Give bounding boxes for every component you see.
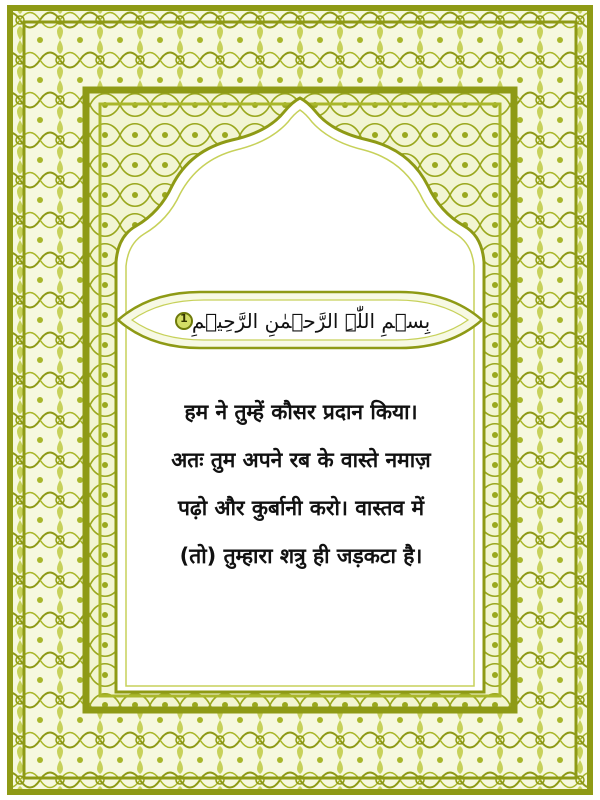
verse-number: 1 (180, 312, 188, 325)
translation-line-2: अतः तुम अपने रब के वास्ते नमाज़ (171, 448, 431, 472)
translation-line-1: हम ने तुम्हें कौसर प्रदान किया। (184, 400, 418, 424)
translation-line-3: पढ़ो और कुर्बानी करो। वास्तव में (177, 496, 425, 520)
arabic-bismillah: بِسۡمِ اللّٰہِ الرَّحۡمٰنِ الرَّحِیۡمِ (191, 309, 431, 333)
translation-text (108, 388, 494, 580)
header-cartouche (191, 304, 431, 338)
translation-line-4: (तो) तुम्हारा शत्रु ही जड़कटा है। (179, 544, 423, 568)
